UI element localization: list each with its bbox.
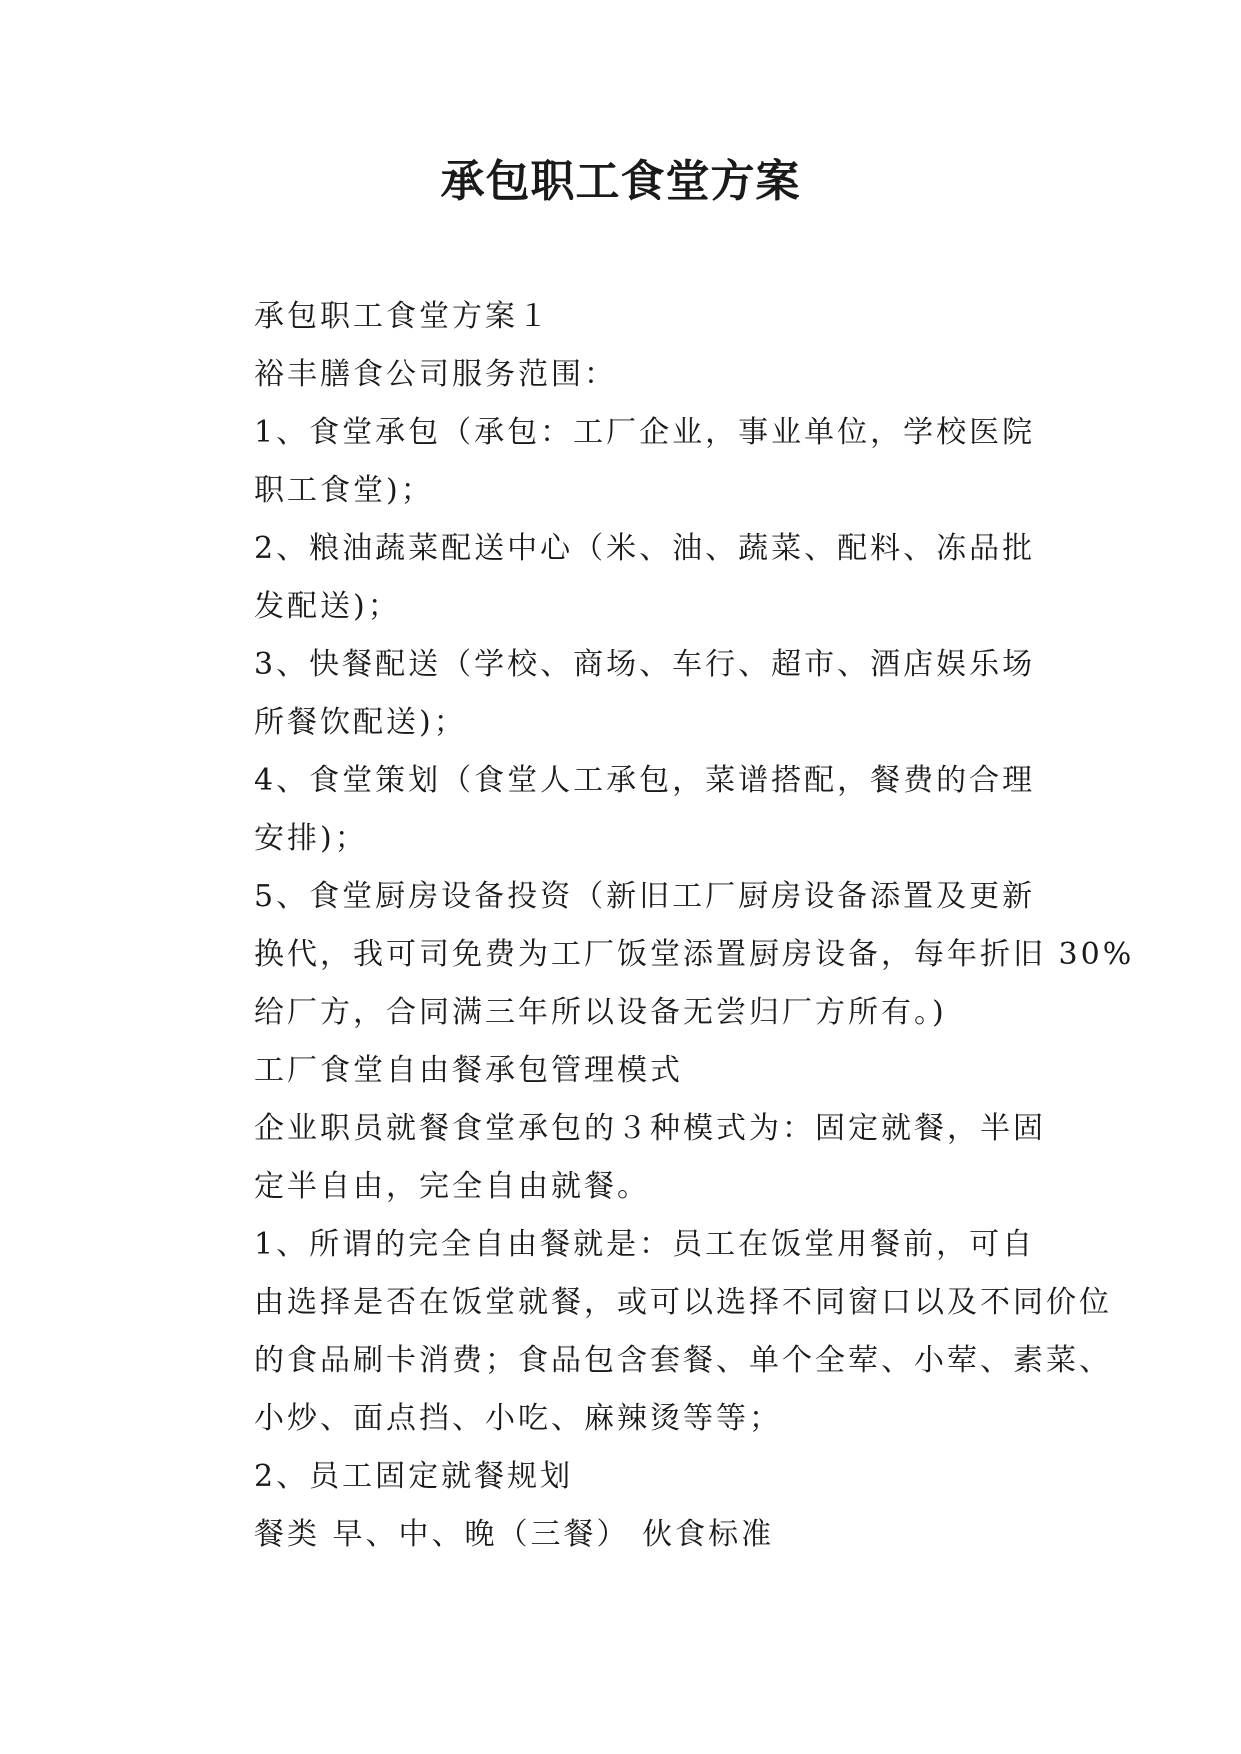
text-line: 2、员工固定就餐规划 [254, 1459, 574, 1494]
text-line: 给厂方，合同满三年所以设备无尝归厂方所有。) [254, 995, 947, 1030]
text-line: 所餐饮配送)； [254, 705, 467, 740]
text-line: 裕丰膳食公司服务范围： [254, 357, 617, 392]
text-line: 餐类 早、中、晚（三餐） 伙食标准 [254, 1517, 775, 1552]
paragraph [192, 1448, 1072, 1506]
text-line: 安排)； [254, 821, 368, 856]
paragraph [192, 288, 1072, 346]
text-line: 1、食堂承包（承包：工厂企业，事业单位，学校医院 [254, 415, 1036, 450]
text-line: 企业职员就餐食堂承包的３种模式为：固定就餐，半固 [254, 1111, 1046, 1146]
paragraph [192, 404, 1072, 520]
paragraph [192, 868, 1135, 1042]
text-line: 换代，我可司免费为工厂饭堂添置厨房设备，每年折旧 30% [254, 937, 1135, 972]
text-line: 3、快餐配送（学校、商场、车行、超市、酒店娱乐场 [254, 647, 1036, 682]
text-line: 由选择是否在饭堂就餐，或可以选择不同窗口以及不同价位 [254, 1285, 1112, 1320]
paragraph [192, 1042, 1072, 1100]
paragraph [192, 1506, 1072, 1564]
text-line: 定半自由，完全自由就餐。 [254, 1169, 650, 1204]
text-line: 承包职工食堂方案１ [254, 299, 551, 334]
paragraph [192, 520, 1072, 636]
text-line: 5、食堂厨房设备投资（新旧工厂厨房设备添置及更新 [254, 879, 1036, 914]
paragraph [192, 1100, 1072, 1216]
text-line: 的食品刷卡消费；食品包含套餐、单个全荤、小荤、素菜、 [254, 1343, 1112, 1378]
text-line: 4、食堂策划（食堂人工承包，菜谱搭配，餐费的合理 [254, 763, 1036, 798]
paragraph [192, 1216, 1112, 1448]
paragraph [192, 346, 1072, 404]
text-line: 1、所谓的完全自由餐就是：员工在饭堂用餐前，可自 [254, 1227, 1036, 1262]
text-line: 职工食堂)； [254, 473, 434, 508]
document-body [192, 288, 1135, 1564]
text-line: 工厂食堂自由餐承包管理模式 [254, 1053, 683, 1088]
document-title: 承包职工食堂方案 [440, 156, 801, 207]
text-line: 小炒、面点挡、小吃、麻辣烫等等； [254, 1401, 782, 1436]
paragraph [192, 752, 1072, 868]
paragraph [192, 636, 1072, 752]
text-line: 发配送)； [254, 589, 401, 624]
text-line: 2、粮油蔬菜配送中心（米、油、蔬菜、配料、冻品批 [254, 531, 1036, 566]
